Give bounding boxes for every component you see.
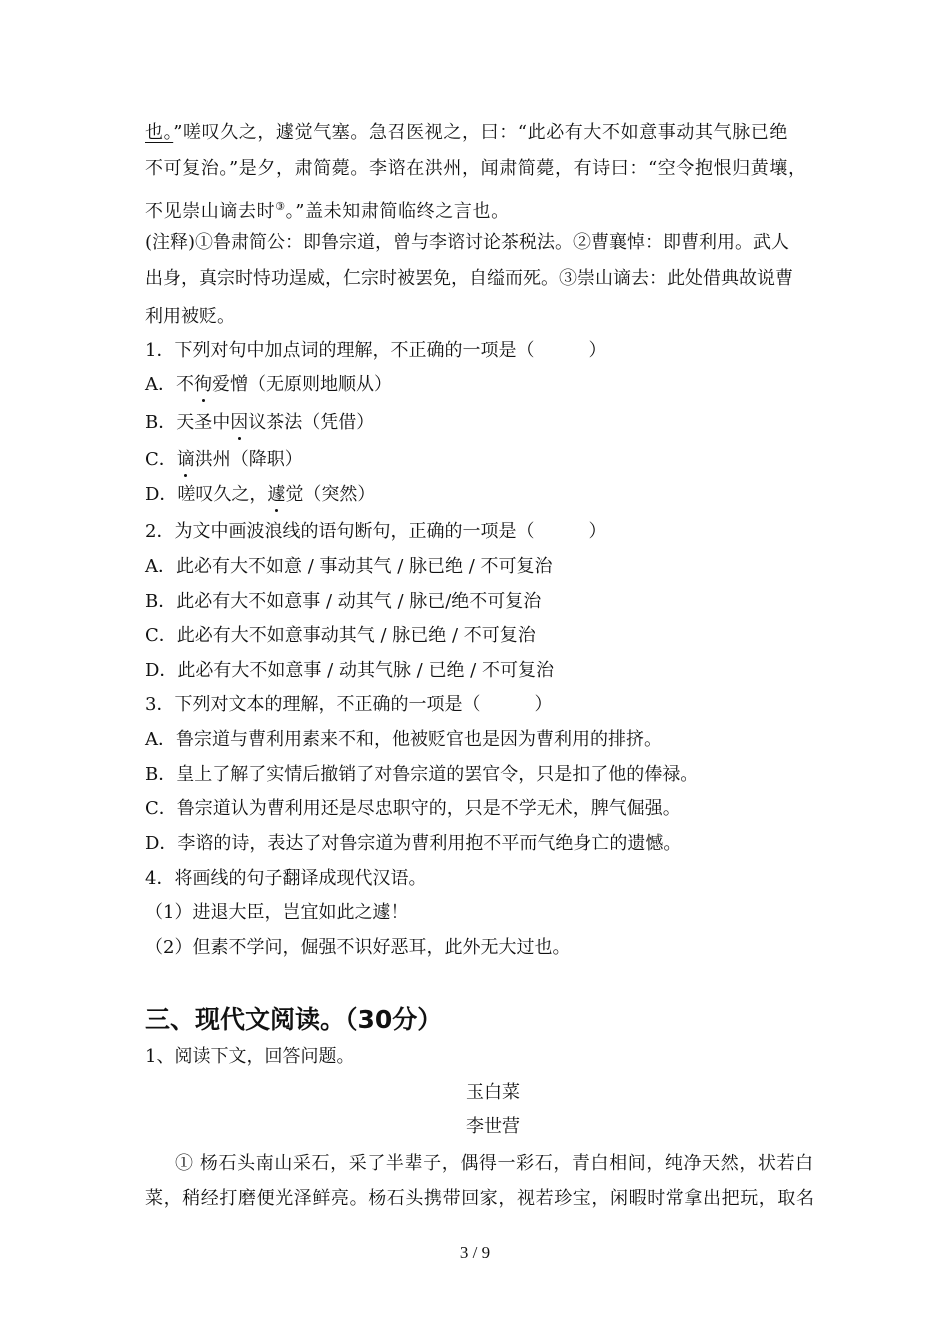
article-paragraph-1-line-1: ① 杨石头南山采石，采了半辈子，偶得一彩石，青白相间，纯净天然，状若白: [175, 1153, 814, 1174]
question-3-option-b: B．皇上了解了实情后撤销了对鲁宗道的罢官令，只是扣了他的俸禄。: [145, 764, 699, 785]
notes-line-1: (注释)①鲁肃简公：即鲁宗道，曾与李谘讨论茶税法。②曹襄悼：即曹利用。武人: [145, 232, 790, 253]
question-2-option-a: A．此必有大不如意 / 事动其气 / 脉已绝 / 不可复治: [145, 556, 553, 577]
page-number: 3 / 9: [459, 1243, 491, 1262]
section-heading: 三、现代文阅读。（30分）: [145, 1005, 443, 1034]
dotted-word: 遽: [267, 484, 286, 505]
question-1-option-c: C．谪洪州（降职）: [145, 449, 303, 470]
question-3-option-d: D．李谘的诗，表达了对鲁宗道为曹利用抱不平而气绝身亡的遗憾。: [145, 833, 682, 854]
question-1-stem: 1．下列对句中加点词的理解，不正确的一项是（ ）: [145, 340, 607, 361]
article-author: 李世营: [466, 1116, 520, 1137]
question-2-option-c: C．此必有大不如意事动其气 / 脉已绝 / 不可复治: [145, 625, 536, 646]
article-paragraph-1-line-2: 菜，稍经打磨便光泽鲜亮。杨石头携带回家，视若珍宝，闲暇时常拿出把玩，取名: [145, 1188, 815, 1209]
question-1-option-d: D．嗟叹久之，遽觉（突然）: [145, 484, 376, 505]
question-4-stem: 4．将画线的句子翻译成现代汉语。: [145, 868, 427, 889]
underlined-sentence-end: 也。: [145, 122, 174, 143]
notes-line-3: 利用被贬。: [145, 306, 235, 327]
question-3-stem: 3．下列对文本的理解，不正确的一项是（ ）: [145, 694, 553, 715]
question-2-option-b: B．此必有大不如意事 / 动其气 / 脉已/绝不可复治: [145, 591, 542, 612]
question-2-option-d: D．此必有大不如意事 / 动其气脉 / 已绝 / 不可复治: [145, 660, 554, 681]
question-3-option-c: C．鲁宗道认为曹利用还是尽忠职守的，只是不学无术，脾气倔强。: [145, 798, 681, 819]
question-2-stem: 2．为文中画波浪线的语句断句，正确的一项是（ ）: [145, 521, 607, 542]
dotted-word: 徇: [194, 374, 212, 395]
passage-line-2: 不可复治。”是夕，肃简薨。李谘在洪州，闻肃简薨，有诗曰：“空令抱恨归黄壤，: [145, 158, 807, 179]
footnote-mark: ③: [275, 200, 286, 213]
dotted-word: 谪: [176, 449, 195, 470]
question-1-option-a: A．不徇爱憎（无原则地顺从）: [145, 374, 392, 395]
passage-line-1: 也。”嗟叹久之，遽觉气塞。急召医视之，曰：“此必有大不如意事动其气脉已绝: [145, 122, 789, 143]
passage-line-3: 不见崇山谪去时③。”盖未知肃简临终之言也。: [145, 200, 510, 222]
question-3-option-a: A．鲁宗道与曹利用素来不和，他被贬官也是因为曹利用的排挤。: [145, 729, 662, 750]
article-title: 玉白菜: [466, 1082, 520, 1103]
question-4-sentence-2: （2）但素不学问，倔强不识好恶耳，此外无大过也。: [145, 937, 571, 958]
section-instruction: 1、阅读下文，回答问题。: [145, 1046, 355, 1067]
question-1-option-b: B．天圣中因议茶法（凭借）: [145, 412, 375, 433]
dotted-word: 因: [230, 412, 249, 433]
question-4-sentence-1: （1）进退大臣，岂宜如此之遽！: [145, 902, 409, 923]
notes-line-2: 出身，真宗时恃功逞威，仁宗时被罢免，自缢而死。③崇山谪去：此处借典故说曹: [145, 268, 793, 289]
